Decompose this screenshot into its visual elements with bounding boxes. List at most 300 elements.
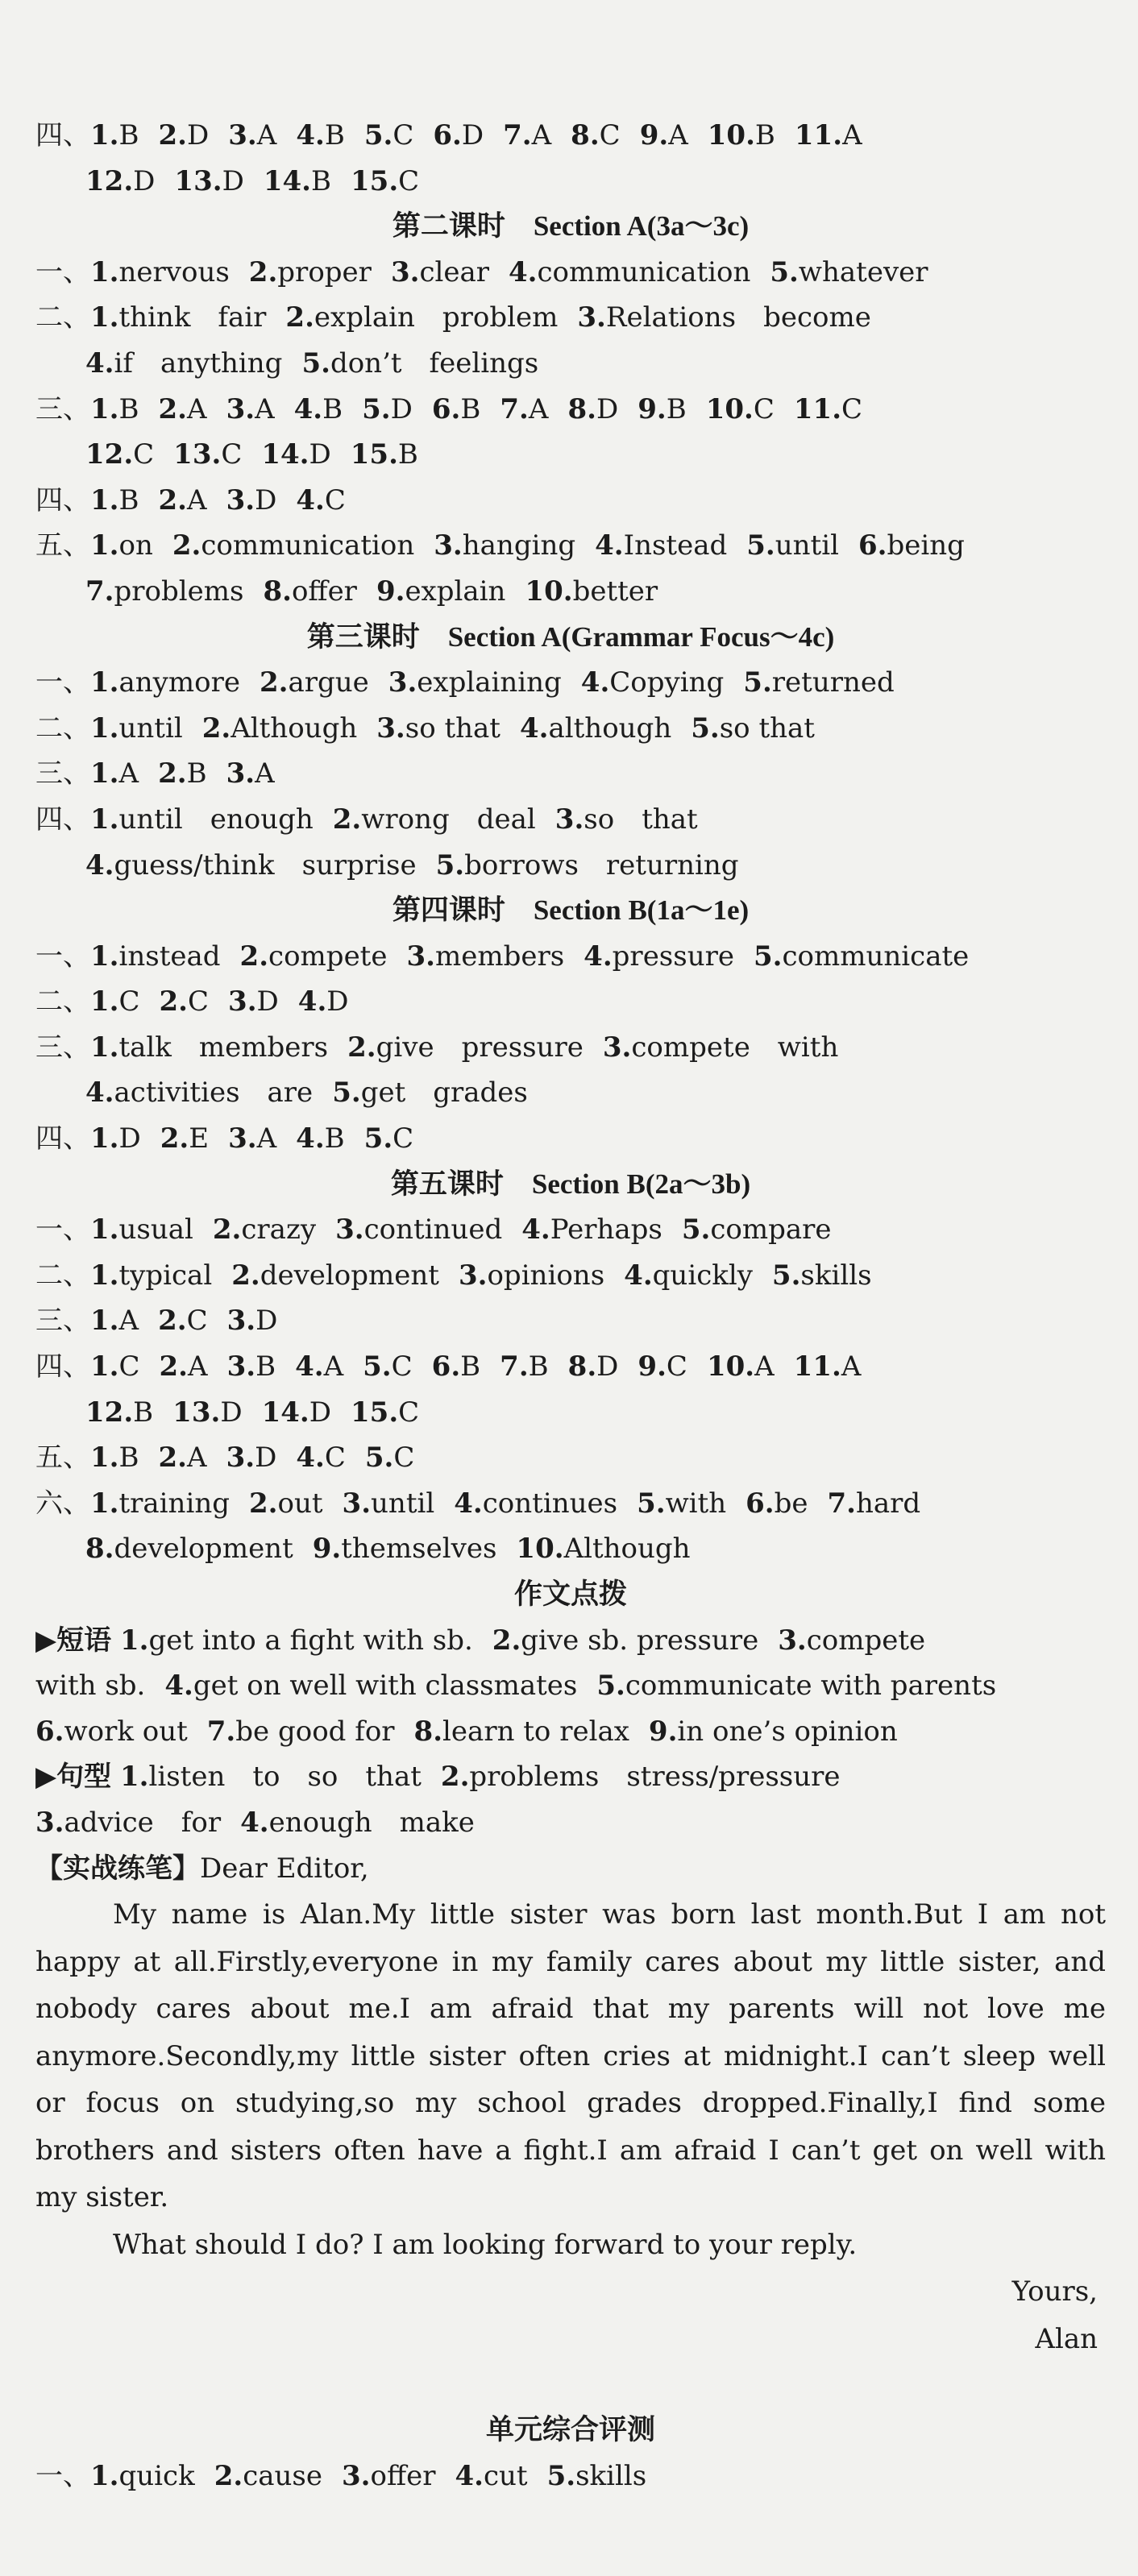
answer-text: out xyxy=(277,1487,323,1520)
answer-item xyxy=(414,1709,629,1755)
answer-number: 10. xyxy=(516,1533,564,1566)
answer-text: although xyxy=(548,711,672,745)
answer-item xyxy=(295,1344,343,1390)
answer-text: E xyxy=(189,1122,210,1155)
answer-text: B xyxy=(324,1122,345,1155)
answer-item xyxy=(85,1070,313,1116)
answer-item xyxy=(584,934,734,980)
answer-text: B xyxy=(118,119,139,151)
answer-number: 3. xyxy=(388,666,417,699)
answer-item xyxy=(503,113,551,159)
row-label: 五、 xyxy=(35,1441,90,1475)
answer-item xyxy=(90,523,153,569)
answer-text: until xyxy=(118,711,183,745)
essay-closing: Yours, xyxy=(1011,2275,1098,2308)
answer-item xyxy=(159,387,207,433)
answer-text: if anything xyxy=(114,346,283,380)
answer-number: 2. xyxy=(239,940,269,973)
answer-number: 2. xyxy=(172,529,201,562)
answer-item xyxy=(581,660,725,706)
answer-number: 3. xyxy=(458,1259,488,1292)
row-label: 四、 xyxy=(35,119,90,151)
answer-text: quickly xyxy=(652,1259,753,1292)
answer-item xyxy=(794,387,862,433)
answer-item xyxy=(364,1116,414,1162)
answer-row xyxy=(35,751,1106,797)
answer-text: be xyxy=(774,1487,808,1520)
answer-row xyxy=(35,250,1106,296)
answer-item xyxy=(794,1344,862,1390)
answer-text: on xyxy=(118,529,153,562)
answer-row xyxy=(35,934,1106,980)
answer-item xyxy=(90,295,266,341)
answer-text: so that xyxy=(719,711,815,745)
answer-row xyxy=(35,843,1106,889)
answer-item xyxy=(90,2454,195,2499)
answer-text: compete xyxy=(806,1624,926,1657)
answer-text: communication xyxy=(201,529,415,562)
answer-text: work out xyxy=(64,1715,188,1748)
answer-number: 4. xyxy=(293,392,323,425)
answer-item xyxy=(301,341,538,387)
answer-item xyxy=(706,387,775,433)
answer-text: give sb. pressure xyxy=(521,1624,759,1657)
answer-number: 8. xyxy=(413,1715,443,1748)
answer-item xyxy=(388,660,562,706)
answer-number: 1. xyxy=(90,392,119,425)
answer-item xyxy=(754,934,969,980)
answer-number: 4. xyxy=(509,255,538,288)
row-label: 三、 xyxy=(35,757,90,790)
answer-text: explain problem xyxy=(314,301,559,334)
answer-text: be good for xyxy=(235,1715,395,1748)
answer-number: 8. xyxy=(263,575,292,608)
answer-item xyxy=(159,113,210,159)
answer-text: D xyxy=(596,392,619,425)
answer-text: C xyxy=(666,1350,687,1383)
answer-row xyxy=(35,1526,1106,1572)
answer-number: 4. xyxy=(85,346,114,380)
row-label: 二、 xyxy=(35,1259,90,1292)
answer-number: 1. xyxy=(90,255,119,288)
answer-item xyxy=(85,569,243,615)
answer-item xyxy=(85,843,417,889)
lesson3-title: 第三课时 Section A(Grammar Focus～4c) xyxy=(306,620,835,653)
answer-item xyxy=(120,1618,473,1664)
answer-number: 4. xyxy=(595,529,624,562)
answer-item xyxy=(500,1344,549,1390)
answer-row xyxy=(35,797,1106,843)
answer-item xyxy=(858,523,965,569)
answer-item xyxy=(85,1526,293,1572)
answer-number: 4. xyxy=(296,483,325,516)
answer-number: 2. xyxy=(201,711,231,745)
answer-text: listen to so that xyxy=(148,1761,422,1794)
answer-number: 1. xyxy=(90,757,119,790)
answer-item xyxy=(640,113,688,159)
answer-text: until enough xyxy=(118,803,314,836)
answer-text: enough make xyxy=(268,1806,475,1839)
answer-number: 3. xyxy=(226,1305,256,1338)
answer-text: get on well with classmates xyxy=(193,1670,578,1703)
answer-item xyxy=(249,250,372,296)
answer-number: 9. xyxy=(648,1715,678,1748)
answer-text: communicate with parents xyxy=(625,1670,997,1703)
answer-number: 8. xyxy=(571,119,600,151)
answer-text: usual xyxy=(118,1213,193,1247)
answer-number: 13. xyxy=(172,1396,221,1429)
answer-row xyxy=(35,295,1106,341)
answer-item xyxy=(260,660,369,706)
answer-item xyxy=(226,1435,277,1481)
answer-number: 14. xyxy=(263,164,311,197)
answer-number: 4. xyxy=(296,1122,325,1155)
answer-number: 3. xyxy=(602,1031,632,1064)
answer-text: D xyxy=(461,119,484,151)
answer-item xyxy=(90,1025,328,1071)
answer-text: B xyxy=(118,483,139,516)
answer-text: C xyxy=(599,119,621,151)
answer-text: A xyxy=(118,1305,139,1338)
row-label: 二、 xyxy=(35,711,90,745)
answer-text: B xyxy=(324,119,345,151)
answer-text: compete xyxy=(268,940,388,973)
answer-number: 7. xyxy=(85,575,114,608)
answer-item xyxy=(296,478,346,524)
answer-item xyxy=(571,113,621,159)
answer-number: 2. xyxy=(214,2459,243,2492)
answer-row xyxy=(35,1390,1106,1436)
answer-text: C xyxy=(221,438,243,471)
answer-item xyxy=(637,1481,726,1527)
answer-item xyxy=(516,1526,690,1572)
answer-text: B xyxy=(255,1350,276,1383)
answer-row xyxy=(35,1344,1106,1390)
answer-number: 7. xyxy=(206,1715,236,1748)
phrases-line-1 xyxy=(35,1618,1106,1664)
answer-item xyxy=(454,1481,617,1527)
answer-item xyxy=(35,1663,145,1709)
answer-text: B xyxy=(133,1396,154,1429)
answer-text: opinions xyxy=(487,1259,605,1292)
answer-item xyxy=(365,1435,415,1481)
answer-text: B xyxy=(186,757,207,790)
essay-paragraph-1: My name is Alan.My little sister was born last month.But I am not happy at all.Firstly,everyone in my family cares about my little sister, and nobody cares about me.I am afraid that my parents will not love me anymore.Secondly,my little sister often cries at midnight.I can’t sleep well or focus on studying,so my school grades dropped.Finally,I find some brothers and sisters often have a fight.I am afraid I can’t get on well with my sister. xyxy=(35,1898,1106,2214)
answer-text: D xyxy=(220,1396,243,1429)
answer-text: problems stress/pressure xyxy=(469,1761,841,1794)
answer-text: A xyxy=(528,392,549,425)
row-label: 四、 xyxy=(35,1350,90,1383)
answer-item xyxy=(85,432,154,478)
answer-item xyxy=(743,660,894,706)
answer-item xyxy=(294,387,343,433)
answer-row xyxy=(35,660,1106,706)
answer-number: 1. xyxy=(90,1441,119,1475)
answer-item xyxy=(214,2454,322,2499)
answer-item xyxy=(603,1025,838,1071)
answer-item xyxy=(262,1390,331,1436)
answer-row xyxy=(35,387,1106,433)
answer-item xyxy=(298,979,349,1025)
answer-item xyxy=(795,113,862,159)
answer-number: 3. xyxy=(390,255,420,288)
lesson4-title: 第四课时 Section B(1a～1e) xyxy=(392,894,750,927)
answer-row xyxy=(35,159,1106,205)
answer-item xyxy=(160,979,210,1025)
answer-item xyxy=(90,1253,212,1299)
answer-text: themselves xyxy=(341,1533,497,1566)
answer-number: 7. xyxy=(500,1350,529,1383)
answer-number: 11. xyxy=(793,392,842,425)
phrases-items-1 xyxy=(120,1624,945,1657)
answer-text: Although xyxy=(563,1533,691,1566)
answer-text: C xyxy=(391,1350,413,1383)
answer-text: instead xyxy=(118,940,221,973)
answer-text: communication xyxy=(537,255,751,288)
answer-item xyxy=(432,1344,481,1390)
answer-item xyxy=(347,1025,584,1071)
answer-item xyxy=(567,387,618,433)
answer-item xyxy=(90,113,139,159)
answer-number: 1. xyxy=(90,1487,119,1520)
answer-number: 1. xyxy=(90,803,119,836)
answer-number: 3. xyxy=(228,119,257,151)
row-label: 一、 xyxy=(35,666,90,699)
answer-text: better xyxy=(572,575,658,608)
answer-item xyxy=(159,478,207,524)
answer-text: continued xyxy=(363,1213,503,1247)
answer-item xyxy=(90,1481,230,1527)
answer-number: 3. xyxy=(335,1213,364,1247)
answer-item xyxy=(90,797,314,843)
lesson4-answers xyxy=(35,934,1106,1162)
answer-text: learn to relax xyxy=(442,1715,629,1748)
answer-text: offer xyxy=(291,575,357,608)
phrases-items-3 xyxy=(35,1715,917,1748)
essay-signature: Alan xyxy=(1035,2322,1098,2355)
answer-item xyxy=(228,113,276,159)
answer-number: 7. xyxy=(827,1487,856,1520)
answer-number: 3. xyxy=(35,1806,64,1839)
answer-text: so that xyxy=(584,803,698,836)
answer-row xyxy=(35,1025,1106,1071)
answer-item xyxy=(35,1709,188,1755)
answer-number: 2. xyxy=(259,666,289,699)
answer-text: anymore xyxy=(118,666,240,699)
answer-text: proper xyxy=(277,255,372,288)
answer-item xyxy=(158,751,207,797)
answer-number: 4. xyxy=(455,2459,484,2492)
answer-text: B xyxy=(311,164,331,197)
answer-item xyxy=(332,1070,528,1116)
answer-number: 5. xyxy=(596,1670,625,1703)
phrases-items-2 xyxy=(35,1670,1015,1702)
answer-number: 5. xyxy=(363,1122,393,1155)
answer-item xyxy=(90,979,140,1025)
answer-item xyxy=(568,1344,619,1390)
answer-item xyxy=(376,569,505,615)
answer-text: C xyxy=(118,985,140,1018)
answer-text: members xyxy=(434,940,565,973)
answer-text: D xyxy=(596,1350,619,1383)
answer-row xyxy=(35,2454,1106,2499)
answer-number: 5. xyxy=(771,1259,801,1292)
answer-number: 5. xyxy=(546,2459,576,2492)
answer-text: A xyxy=(841,1350,862,1383)
row-label: 一、 xyxy=(35,255,90,288)
answer-item xyxy=(313,1526,497,1572)
answer-item xyxy=(90,1435,139,1481)
answer-number: 4. xyxy=(295,1350,324,1383)
answer-text: continues xyxy=(482,1487,618,1520)
answer-item xyxy=(172,523,414,569)
answer-item xyxy=(90,751,139,797)
answer-item xyxy=(240,1800,475,1846)
answer-item xyxy=(296,113,345,159)
answer-text: A xyxy=(187,392,207,425)
answer-item xyxy=(202,706,358,752)
answer-number: 12. xyxy=(85,438,134,471)
answer-text: A xyxy=(187,483,207,516)
answer-number: 5. xyxy=(301,346,330,380)
answer-item xyxy=(707,1344,775,1390)
answer-text: B xyxy=(397,438,418,471)
answer-number: 4. xyxy=(240,1806,269,1839)
answer-item xyxy=(90,1116,141,1162)
answer-item xyxy=(555,797,698,843)
answer-item xyxy=(263,569,357,615)
answer-row xyxy=(35,706,1106,752)
answer-text: C xyxy=(398,164,420,197)
patterns-line-1 xyxy=(35,1754,1106,1800)
answer-item xyxy=(708,113,775,159)
answer-item xyxy=(596,1663,996,1709)
answer-text: pressure xyxy=(612,940,734,973)
answer-number: 10. xyxy=(525,575,573,608)
answer-text: Relations become xyxy=(605,301,871,334)
answer-number: 4. xyxy=(296,119,325,151)
answer-number: 1. xyxy=(119,1761,149,1794)
essay-paragraph-2: What should I do? I am looking forward to your reply. xyxy=(113,2228,858,2261)
answer-number: 2. xyxy=(159,985,189,1018)
answer-item xyxy=(547,2454,647,2499)
answer-number: 1. xyxy=(90,483,119,516)
answer-item xyxy=(525,569,658,615)
answer-text: development xyxy=(260,1259,439,1292)
practice-line xyxy=(35,1846,1106,1892)
answer-number: 5. xyxy=(691,711,720,745)
answer-text: A xyxy=(323,1350,344,1383)
row-label: 二、 xyxy=(35,301,90,334)
answer-number: 1. xyxy=(90,301,119,334)
answer-number: 1. xyxy=(90,940,119,973)
answer-item xyxy=(264,159,331,205)
answer-number: 15. xyxy=(350,438,398,471)
answer-text: guess/think surprise xyxy=(114,848,417,881)
patterns-items-2 xyxy=(35,1807,494,1839)
row-label: 三、 xyxy=(35,1031,90,1064)
answer-number: 2. xyxy=(158,392,187,425)
unit-test-answers xyxy=(35,2454,1106,2499)
answer-number: 2. xyxy=(347,1031,376,1064)
answer-text: talk members xyxy=(118,1031,329,1064)
answer-item xyxy=(492,1618,758,1664)
patterns-items-1 xyxy=(120,1761,860,1793)
answer-text: get grades xyxy=(360,1076,528,1110)
answer-number: 3. xyxy=(577,301,606,334)
answer-number: 14. xyxy=(261,1396,309,1429)
answer-number: 2. xyxy=(332,803,362,836)
answer-number: 1. xyxy=(90,985,119,1018)
answer-number: 15. xyxy=(351,1396,399,1429)
answer-text: argue xyxy=(288,666,369,699)
answer-item xyxy=(213,1207,316,1253)
answer-number: 7. xyxy=(500,392,529,425)
answer-text: A xyxy=(187,1441,207,1475)
lesson5-answers xyxy=(35,1207,1106,1572)
answer-item xyxy=(285,295,558,341)
answer-text: D xyxy=(187,119,210,151)
answer-item xyxy=(90,660,240,706)
answer-number: 6. xyxy=(433,119,462,151)
answer-number: 2. xyxy=(492,1624,521,1657)
answer-number: 3. xyxy=(342,1487,372,1520)
answer-text: skills xyxy=(575,2459,647,2492)
answer-item xyxy=(90,478,139,524)
answer-number: 8. xyxy=(85,1533,114,1566)
answer-item xyxy=(261,432,330,478)
answer-number: 12. xyxy=(85,1396,134,1429)
answer-text: C xyxy=(118,1350,140,1383)
row-label: 五、 xyxy=(35,529,90,562)
answer-item xyxy=(85,1390,153,1436)
answer-row xyxy=(35,1253,1106,1299)
answer-number: 5. xyxy=(364,1441,394,1475)
answer-item xyxy=(351,432,418,478)
answer-text: D xyxy=(326,985,349,1018)
answer-item xyxy=(746,1481,808,1527)
row-label: 四、 xyxy=(35,1122,90,1155)
answer-number: 1. xyxy=(90,1259,119,1292)
answer-number: 9. xyxy=(638,392,667,425)
phrases-tag: ▶短语 xyxy=(35,1624,112,1657)
answer-number: 13. xyxy=(173,438,222,471)
answer-number: 5. xyxy=(363,119,393,151)
answer-text: with xyxy=(665,1487,727,1520)
answer-text: in one’s opinion xyxy=(677,1715,898,1748)
answer-text: A xyxy=(842,119,862,151)
answer-text: give pressure xyxy=(376,1031,584,1064)
answer-item xyxy=(228,979,279,1025)
answer-text: D xyxy=(256,985,279,1018)
answer-item xyxy=(90,387,139,433)
answer-number: 4. xyxy=(297,985,327,1018)
answer-number: 9. xyxy=(638,1350,667,1383)
answer-item xyxy=(509,250,750,296)
answer-text: don’t feelings xyxy=(330,346,539,380)
answer-number: 14. xyxy=(261,438,309,471)
answer-item xyxy=(207,1709,395,1755)
phrases-line-3 xyxy=(35,1709,1106,1755)
answer-item xyxy=(342,2454,436,2499)
answer-number: 3. xyxy=(554,803,584,836)
answer-item xyxy=(521,1207,662,1253)
answer-number: 9. xyxy=(376,575,405,608)
answer-item xyxy=(90,1298,139,1344)
answer-text: C xyxy=(324,483,346,516)
answer-text: cause xyxy=(243,2459,322,2492)
answer-text: hard xyxy=(856,1487,921,1520)
